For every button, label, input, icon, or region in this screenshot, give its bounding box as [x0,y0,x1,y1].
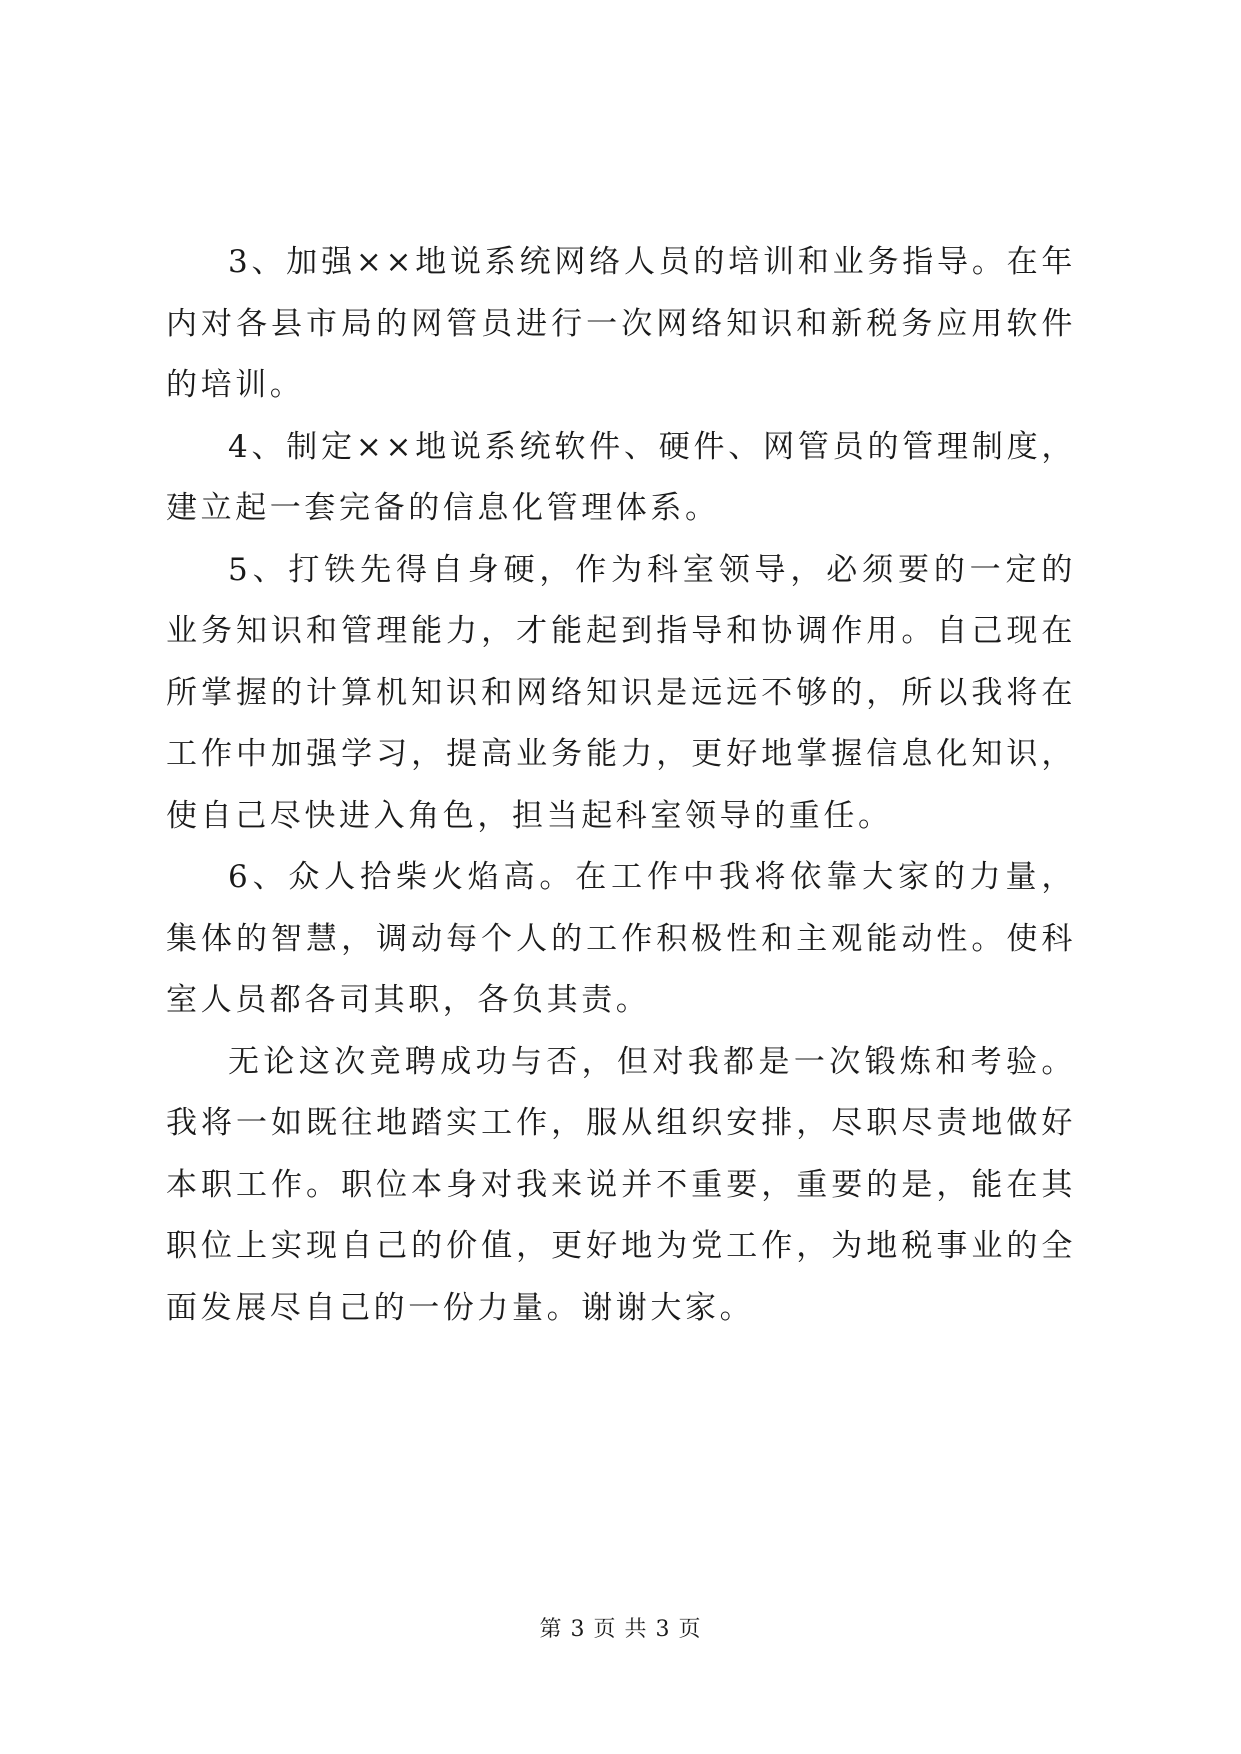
paragraph-item-4: 4、制定××地说系统软件、硬件、网管员的管理制度，建立起一套完备的信息化管理体系。 [166,428,1076,526]
paragraph-item-6: 6、众人拾柴火焰高。在工作中我将依靠大家的力量，集体的智慧，调动每个人的工作积极性和主观能动性。使科室人员都各司其职，各负其责。 [166,859,1076,1018]
paragraph-item-5: 5、打铁先得自身硬，作为科室领导，必须要的一定的业务知识和管理能力，才能起到指导和协调作用。自己现在所掌握的计算机知识和网络知识是远远不够的，所以我将在工作中加强学习，提高业务能力，更好地掌握信息化知识，使自己尽快进入角色，担当起科室领导的重任。 [166,551,1076,834]
paragraph-item-3: 3、加强××地说系统网络人员的培训和业务指导。在年内对各县市局的网管员进行一次网络知识和新税务应用软件的培训。 [166,244,1076,403]
paragraph-closing: 无论这次竞聘成功与否，但对我都是一次锻炼和考验。我将一如既往地踏实工作，服从组织安排，尽职尽责地做好本职工作。职位本身对我来说并不重要，重要的是，能在其职位上实现自己的价值，更好地为党工作，为地税事业的全面发展尽自己的一份力量。谢谢大家。 [166,1043,1076,1326]
page-number-footer: 第 3 页 共 3 页 [539,1617,702,1642]
document-body [166,232,1076,1339]
